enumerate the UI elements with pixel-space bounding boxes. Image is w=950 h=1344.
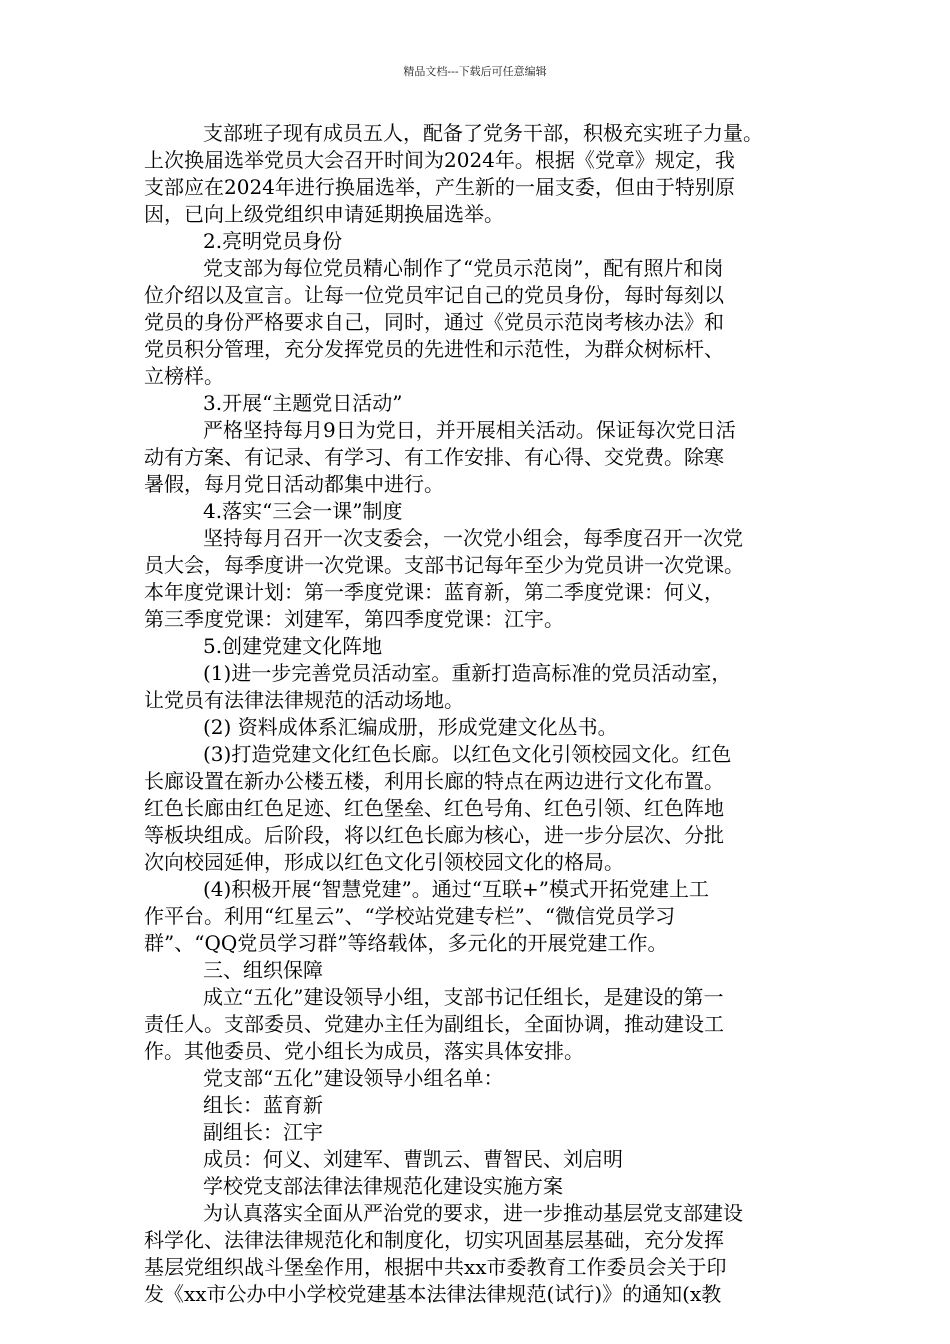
document-line: 责任人。支部委员、党建办主任为副组长，全面协调，推动建设工 xyxy=(144,1012,724,1036)
document-line: 暑假，每月党日活动都集中进行。 xyxy=(144,472,444,496)
document-line: 党员积分管理，充分发挥党员的先进性和示范性，为群众树标杆、 xyxy=(144,337,724,361)
document-line: 组长：蓝育新 xyxy=(203,1093,323,1117)
document-line: 发《xx市公办中小学校党建基本法律法律规范(试行)》的通知(x教 xyxy=(144,1282,722,1306)
document-body xyxy=(144,120,809,1308)
document-line: 长廊设置在新办公楼五楼，利用长廊的特点在两边进行文化布置。 xyxy=(144,769,724,793)
document-line: 党支部“五化”建设领导小组名单： xyxy=(203,1066,504,1090)
document-line: 3.开展“主题党日活动” xyxy=(203,391,403,415)
document-line: 本年度党课计划：第一季度党课：蓝育新，第二季度党课：何义， xyxy=(144,580,724,604)
document-line: (2) 资料成体系汇编成册，形成党建文化丛书。 xyxy=(203,715,618,739)
document-line: 基层党组织战斗堡垒作用，根据中共xx市委教育工作委员会关于印 xyxy=(144,1255,727,1279)
document-line: 群”、“QQ党员学习群”等络载体，多元化的开展党建工作。 xyxy=(144,931,668,955)
document-line: 副组长：江宇 xyxy=(203,1120,323,1144)
document-line: 上次换届选举党员大会召开时间为2024年。根据《党章》规定，我 xyxy=(144,148,735,172)
document-line: 立榜样。 xyxy=(144,364,224,388)
document-line: (1)进一步完善党员活动室。重新打造高标准的党员活动室， xyxy=(203,661,732,685)
document-line: 党支部为每位党员精心制作了“党员示范岗”，配有照片和岗 xyxy=(203,256,724,280)
document-line: 为认真落实全面从严治党的要求，进一步推动基层党支部建设 xyxy=(203,1201,743,1225)
document-line: 支部班子现有成员五人，配备了党务干部，积极充实班子力量。 xyxy=(203,121,763,145)
document-line: 三、组织保障 xyxy=(203,958,323,982)
document-line: 红色长廊由红色足迹、红色堡垒、红色号角、红色引领、红色阵地 xyxy=(144,796,724,820)
document-line: 2.亮明党员身份 xyxy=(203,229,343,253)
document-line: 让党员有法律法律规范的活动场地。 xyxy=(144,688,464,712)
page-header-note: 精品文档---下载后可任意编辑 xyxy=(403,65,547,78)
document-line: 作。其他委员、党小组长为成员，落实具体安排。 xyxy=(144,1039,584,1063)
document-line: (4)积极开展“智慧党建”。通过“互联+”模式开拓党建上工 xyxy=(203,877,709,901)
document-line: 因，已向上级党组织申请延期换届选举。 xyxy=(144,202,504,226)
document-line: 党员的身份严格要求自己，同时，通过《党员示范岗考核办法》和 xyxy=(144,310,724,334)
document-line: 第三季度党课：刘建军，第四季度党课：江宇。 xyxy=(144,607,564,631)
document-line: 次向校园延伸，形成以红色文化引领校园文化的格局。 xyxy=(144,850,624,874)
document-line: 成员：何义、刘建军、曹凯云、曹智民、刘启明 xyxy=(203,1147,623,1171)
document-line: 严格坚持每月9日为党日，并开展相关活动。保证每次党日活 xyxy=(203,418,736,442)
document-line: 坚持每月召开一次支委会，一次党小组会，每季度召开一次党 xyxy=(203,526,743,550)
document-line: 作平台。利用“红星云”、“学校站党建专栏”、“微信党员学习 xyxy=(144,904,676,928)
document-line: 员大会，每季度讲一次党课。支部书记每年至少为党员讲一次党课。 xyxy=(144,553,744,577)
document-line: (3)打造党建文化红色长廊。以红色文化引领校园文化。红色 xyxy=(203,742,732,766)
document-line: 动有方案、有记录、有学习、有工作安排、有心得、交党费。除寒 xyxy=(144,445,724,469)
document-line: 成立“五化”建设领导小组，支部书记任组长，是建设的第一 xyxy=(203,985,724,1009)
document-line: 支部应在2024年进行换届选举，产生新的一届支委，但由于特别原 xyxy=(144,175,735,199)
document-line: 学校党支部法律法律规范化建设实施方案 xyxy=(203,1174,563,1198)
document-line: 科学化、法律法律规范化和制度化，切实巩固基层基础，充分发挥 xyxy=(144,1228,724,1252)
document-line: 4.落实“三会一课”制度 xyxy=(203,499,403,523)
document-line: 位介绍以及宣言。让每一位党员牢记自己的党员身份，每时每刻以 xyxy=(144,283,724,307)
document-line: 5.创建党建文化阵地 xyxy=(203,634,383,658)
document-line: 等板块组成。后阶段，将以红色长廊为核心，进一步分层次、分批 xyxy=(144,823,724,847)
